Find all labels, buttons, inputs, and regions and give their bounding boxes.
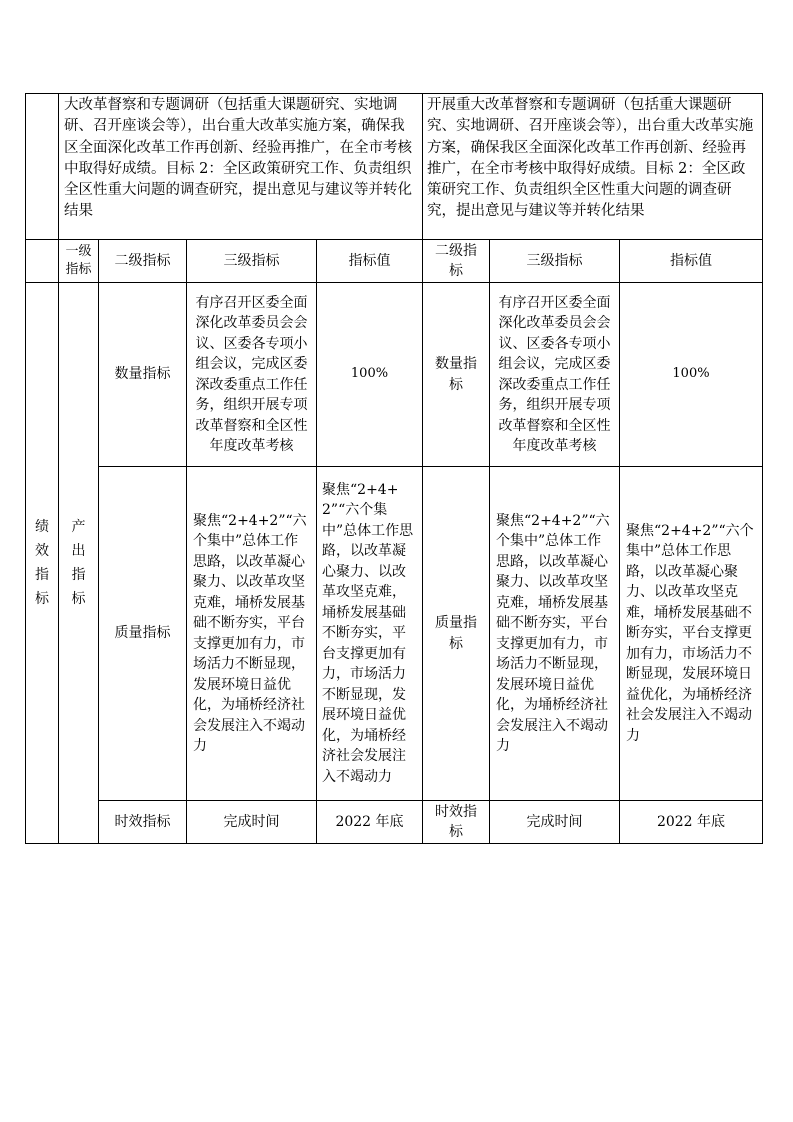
quality-value-left: 聚焦“2+4+2”“六个集中”总体工作思路，以改革凝心聚力、以改革攻坚克难，埇桥发展基础不断夯实，平台支撑更加有力，市场活力不断显现，发展环境日益优化，为埇桥经济社会发展注入不竭动力 xyxy=(322,481,414,785)
header-value-right: 指标值 xyxy=(670,252,712,269)
quantity-level2-right: 数量指标 xyxy=(435,356,477,393)
quantity-value-left: 100% xyxy=(350,366,389,382)
goal-text-right: 开展重大改革督察和专题调研（包括重大课题研究、实地调研、召开座谈会等），出台重大改革实施方案，确保我区全面深化改革工作再创新、经验再推广，在全市考核中取得好成绩。目标 2：全区政策研究工作、负责组织全区性重大问题的调查研究，提出意见与建议等并转化结果 xyxy=(427,97,754,220)
header-level2-left: 二级指标 xyxy=(114,252,171,269)
timeliness-value-left: 2022 年底 xyxy=(335,813,404,830)
quantity-level3-right: 有序召开区委全面深化改革委员会会议、区委各专项小组会议，完成区委深改委重点工作任务，组织开展专项改革督察和全区性年度改革考核 xyxy=(498,294,611,454)
quality-level3-right: 聚焦“2+4+2”“六个集中”总体工作思路，以改革凝心聚力、以改革攻坚克难，埇桥发展基础不断夯实，平台支撑更加有力，市场活力不断显现，发展环境日益优化，为埇桥经济社会发展注入不竭动力 xyxy=(496,512,610,754)
table-rule xyxy=(25,843,762,844)
header-level3-right: 三级指标 xyxy=(526,252,583,269)
timeliness-level3-left: 完成时间 xyxy=(223,813,280,830)
header-value-left: 指标值 xyxy=(348,252,391,269)
quality-value-right: 聚焦“2+4+2”“六个集中”总体工作思路，以改革凝心聚力、以改革攻坚克难，埇桥发展基础不断夯实，平台支撑更加有力，市场活力不断显现，发展环境日益优化，为埇桥经济社会发展注入不竭动力 xyxy=(626,522,754,744)
timeliness-level2-left: 时效指标 xyxy=(114,813,171,830)
timeliness-level2-right: 时效指标 xyxy=(435,803,477,840)
header-level2-right: 二级指标 xyxy=(435,242,477,279)
table-rule xyxy=(762,93,763,844)
output-indicator-label: 产出指标 xyxy=(71,519,86,607)
quantity-value-right: 100% xyxy=(672,366,710,382)
table-rule xyxy=(25,93,762,94)
quality-level3-left: 聚焦“2+4+2”“六个集中”总体工作思路，以改革凝心聚力、以改革攻坚克难，埇桥发展基础不断夯实，平台支撑更加有力，市场活力不断显现，发展环境日益优化，为埇桥经济社会发展注入不竭动力 xyxy=(193,512,307,754)
performance-indicator-label: 绩效指标 xyxy=(35,519,49,607)
quantity-level3-left: 有序召开区委全面深化改革委员会会议、区委各专项小组会议，完成区委深改委重点工作任务，组织开展专项改革督察和全区性年度改革考核 xyxy=(195,294,308,454)
timeliness-level3-right: 完成时间 xyxy=(526,813,583,830)
goal-text-left: 大改革督察和专题调研（包括重大课题研究、实地调研、召开座谈会等），出台重大改革实施方案，确保我区全面深化改革工作再创新、经验再推广，在全市考核中取得好成绩。目标 2：全区政策研究工作、负责组织全区性重大问题的调查研究，提出意见与建议等并转化结果 xyxy=(64,97,412,220)
quantity-level2-left: 数量指标 xyxy=(114,366,171,383)
timeliness-value-right: 2022 年底 xyxy=(656,813,726,830)
quality-level2-right: 质量指标 xyxy=(435,615,477,652)
header-level3-left: 三级指标 xyxy=(223,252,280,269)
header-level1: 一级指标 xyxy=(65,244,92,277)
quality-level2-left: 质量指标 xyxy=(114,625,171,642)
